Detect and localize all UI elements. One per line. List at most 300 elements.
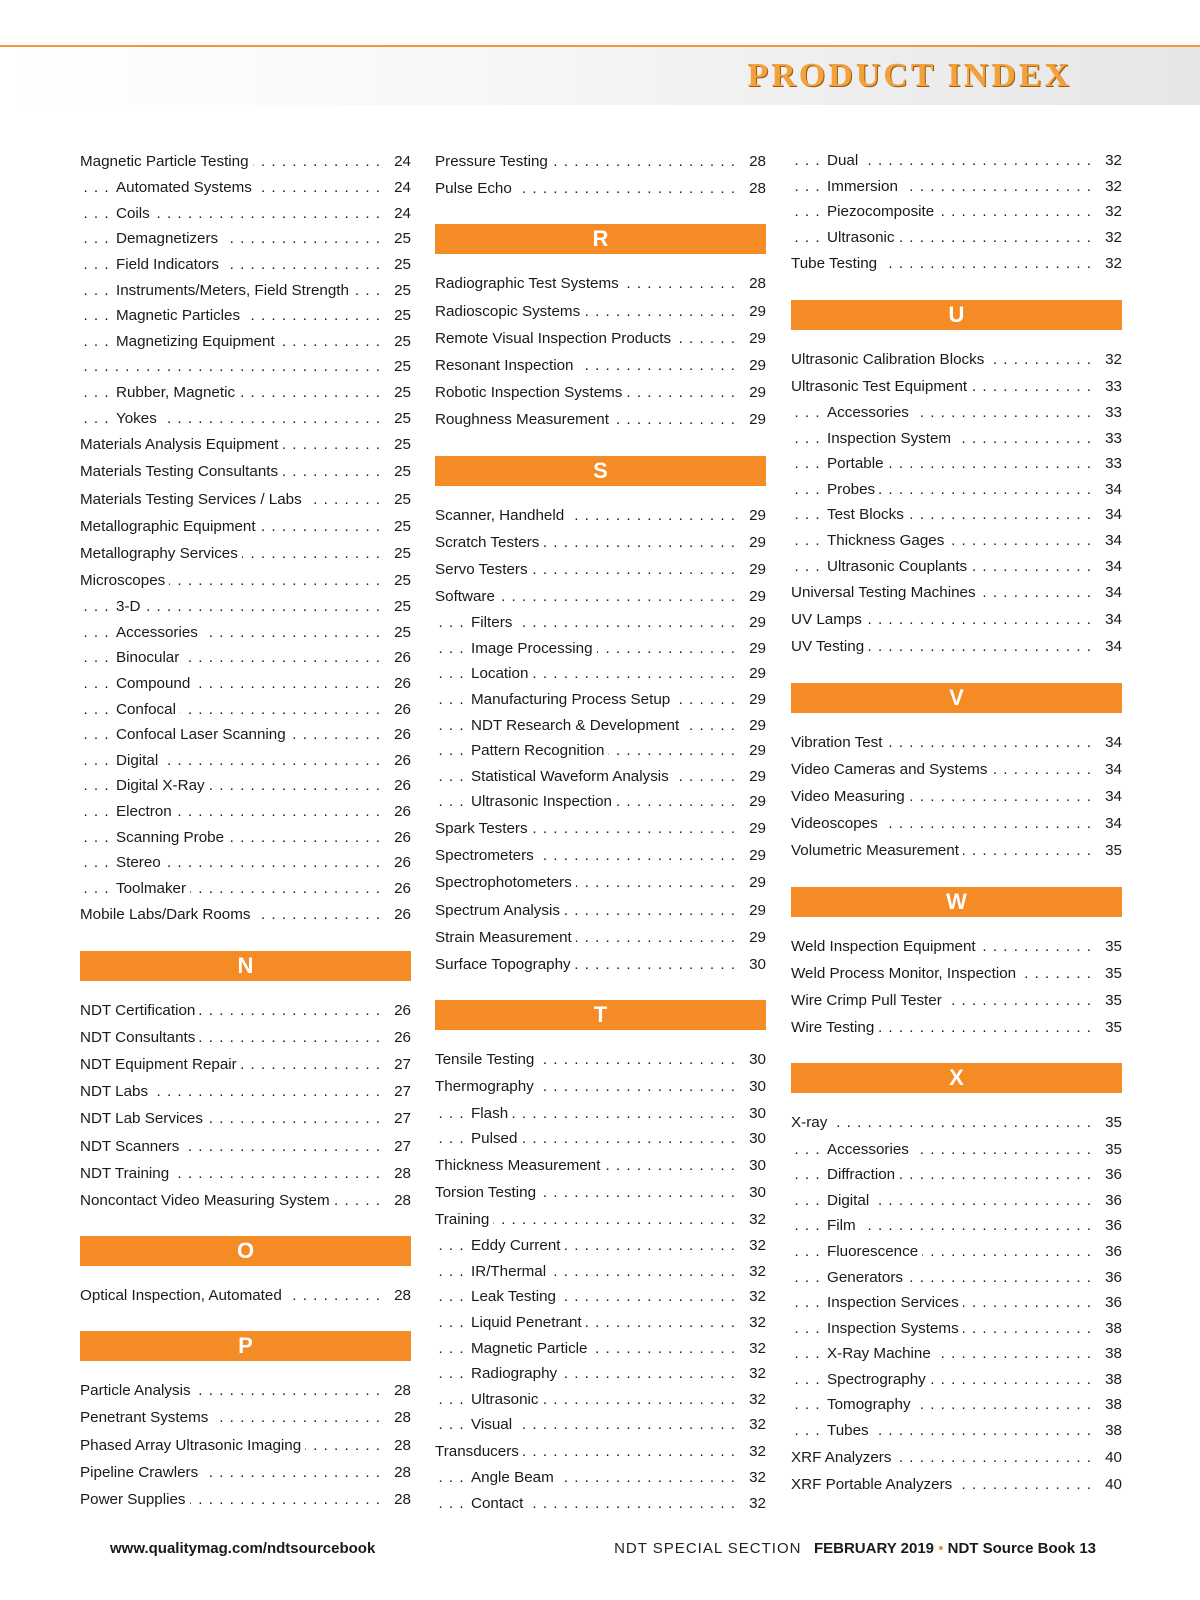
leader-dots [80,354,381,380]
index-subentry [80,278,411,304]
entry-label: Inspection Systems [827,1316,963,1342]
entry-label: Scanner, Handheld [435,502,568,529]
entry-page-number: 34 [1098,528,1122,554]
entry-label: Phased Array Ultrasonic Imaging [80,1432,305,1459]
entry-page-number: 27 [387,1078,411,1105]
index-entry [435,406,766,433]
entry-label: Filters [471,610,516,636]
index-subentry [80,620,411,646]
entry-label: Video Cameras and Systems [791,756,991,783]
index-subentry [791,148,1122,174]
entry-label: Tensile Testing [435,1046,538,1073]
index-entry [791,933,1122,960]
entry-label: Thickness Measurement [435,1152,604,1179]
entry-label: Weld Inspection Equipment [791,933,980,960]
entry-label: Manufacturing Process Setup [471,687,674,713]
entry-label: Spectrography [827,1367,930,1393]
entry-label: Demagnetizers [116,226,222,252]
entry-label: Metallographic Equipment [80,513,260,540]
index-subentry [791,451,1122,477]
index-column-1 [80,148,411,1513]
index-entry [435,924,766,951]
index-subentry [80,329,411,355]
index-subentry [791,477,1122,503]
entry-page-number: 33 [1098,373,1122,400]
entry-page-number: 28 [387,1432,411,1459]
entry-label: Pipeline Crawlers [80,1459,202,1486]
index-entry [80,901,411,928]
entry-label: Field Indicators [116,252,223,278]
entry-label: Noncontact Video Measuring System [80,1187,334,1214]
index-subentry [80,799,411,825]
entry-label: Immersion [827,174,902,200]
index-subentry [80,226,411,252]
entry-label: Ultrasonic Calibration Blocks [791,346,988,373]
entry-label: Ultrasonic Inspection [471,789,616,815]
index-subentry [80,671,411,697]
entry-label: Pressure Testing [435,148,552,175]
index-subentry [435,713,766,739]
entry-label: Ultrasonic [471,1387,543,1413]
entry-page-number: 34 [1098,729,1122,756]
index-entry [791,606,1122,633]
footer-book: NDT Source Book [947,1540,1076,1557]
index-entry [80,1377,411,1404]
entry-page-number: 24 [387,148,411,175]
index-entry [791,1014,1122,1041]
entry-page-number: 34 [1098,633,1122,660]
entry-label: Dual [827,148,862,174]
entry-label: Transducers [435,1438,523,1465]
entry-label: XRF Portable Analyzers [791,1471,956,1498]
index-entry [791,783,1122,810]
index-subentry [791,1316,1122,1342]
entry-page-number: 29 [742,583,766,610]
entry-page-number: 34 [1098,579,1122,606]
entry-page-number: 33 [1098,400,1122,426]
entry-page-number: 34 [1098,783,1122,810]
entry-label: NDT Scanners [80,1133,183,1160]
entry-label: Microscopes [80,567,169,594]
entry-label: Digital [116,748,162,774]
entry-page-number: 29 [742,924,766,951]
entry-label: Spectrophotometers [435,869,576,896]
index-column-3 [791,148,1122,1498]
index-subentry [791,199,1122,225]
entry-label: Visual [471,1412,516,1438]
index-entry [80,997,411,1024]
index-entry [435,298,766,325]
index-subentry [80,201,411,227]
entry-label: Test Blocks [827,502,908,528]
entry-page-number: 29 [742,738,766,764]
footer-section: NDT SPECIAL SECTION [614,1540,802,1557]
index-subentry [435,687,766,713]
index-subentry [435,1101,766,1127]
entry-page-number: 32 [742,1361,766,1387]
entry-page-number: 26 [387,799,411,825]
index-entry [435,148,766,175]
entry-label: Penetrant Systems [80,1404,212,1431]
entry-page-number: 34 [1098,756,1122,783]
index-subentry [435,1233,766,1259]
entry-label: NDT Consultants [80,1024,199,1051]
entry-page-number: 27 [387,1133,411,1160]
index-subentry [435,1310,766,1336]
index-subentry [435,1259,766,1285]
entry-page-number: 30 [742,951,766,978]
entry-label: Ultrasonic Couplants [827,554,971,580]
page-title: PRODUCT INDEX [747,57,1072,94]
entry-label: Image Processing [471,636,597,662]
index-subentry [791,1367,1122,1393]
index-entry [791,373,1122,400]
entry-label: Weld Process Monitor, Inspection [791,960,1020,987]
index-subentry [791,225,1122,251]
entry-label: Spectrum Analysis [435,897,564,924]
entry-label: Probes [827,477,879,503]
index-entry [791,250,1122,277]
index-entry [791,837,1122,864]
entry-label: Radiography [471,1361,561,1387]
entry-label: Remote Visual Inspection Products [435,325,675,352]
footer-date: FEBRUARY 2019 [813,1540,935,1557]
entry-label: NDT Training [80,1160,173,1187]
entry-page-number: 33 [1098,426,1122,452]
entry-label: Magnetizing Equipment [116,329,279,355]
index-subentry [80,748,411,774]
entry-label: Ultrasonic Test Equipment [791,373,971,400]
index-entry [435,842,766,869]
entry-page-number: 29 [742,687,766,713]
entry-page-number: 26 [387,850,411,876]
entry-label: Location [471,661,532,687]
entry-page-number: 32 [742,1491,766,1517]
entry-label: NDT Labs [80,1078,152,1105]
index-entry [435,869,766,896]
entry-page-number: 24 [387,201,411,227]
entry-page-number: 28 [742,148,766,175]
entry-page-number: 32 [1098,199,1122,225]
entry-label: Tubes [827,1418,873,1444]
entry-page-number: 29 [742,529,766,556]
index-subentry [80,645,411,671]
index-entry [435,325,766,352]
entry-page-number: 32 [742,1233,766,1259]
entry-page-number: 36 [1098,1265,1122,1291]
entry-page-number: 34 [1098,606,1122,633]
entry-label: Mobile Labs/Dark Rooms [80,901,255,928]
entry-label: Tomography [827,1392,915,1418]
entry-page-number: 26 [387,697,411,723]
index-subentry [435,636,766,662]
index-subentry [791,426,1122,452]
entry-label: Yokes [116,406,161,432]
entry-page-number: 32 [742,1438,766,1465]
entry-page-number: 29 [742,713,766,739]
entry-page-number: 28 [387,1404,411,1431]
entry-page-number: 32 [1098,148,1122,174]
index-entry [80,1078,411,1105]
entry-page-number: 25 [387,406,411,432]
index-entry [435,379,766,406]
entry-label: X-Ray Machine [827,1341,935,1367]
index-subentry [791,1137,1122,1163]
index-subentry [80,380,411,406]
index-subentry [80,594,411,620]
entry-label: Angle Beam [471,1465,558,1491]
entry-label: Magnetic Particles [116,303,244,329]
index-entry [80,486,411,513]
entry-page-number: 32 [742,1259,766,1285]
entry-label: Surface Topography [435,951,575,978]
entry-page-number: 32 [742,1310,766,1336]
index-subentry [80,303,411,329]
entry-label: Videoscopes [791,810,882,837]
entry-label: Eddy Current [471,1233,564,1259]
entry-page-number: 24 [387,175,411,201]
entry-page-number: 38 [1098,1418,1122,1444]
entry-label: Roughness Measurement [435,406,613,433]
entry-page-number: 26 [387,748,411,774]
footer-url[interactable]: www.qualitymag.com/ndtsourcebook [110,1540,376,1557]
entry-label: Film [827,1213,860,1239]
index-entry [435,951,766,978]
entry-page-number: 25 [387,458,411,485]
entry-label: Rubber, Magnetic [116,380,239,406]
entry-page-number: 34 [1098,810,1122,837]
entry-page-number: 26 [387,722,411,748]
entry-label: Magnetic Particle Testing [80,148,253,175]
entry-label: Stereo [116,850,165,876]
entry-page-number: 35 [1098,1137,1122,1163]
index-subentry [791,1188,1122,1214]
entry-page-number: 25 [387,540,411,567]
index-entry [791,1109,1122,1136]
section-header: V [791,683,1122,713]
entry-label: Digital [827,1188,873,1214]
index-entry [80,1459,411,1486]
entry-page-number: 29 [742,869,766,896]
entry-page-number: 25 [387,354,411,380]
entry-page-number: 30 [742,1152,766,1179]
index-entry [435,815,766,842]
index-entry [791,346,1122,373]
index-entry [80,1024,411,1051]
entry-label: Accessories [827,1137,913,1163]
entry-label: Power Supplies [80,1486,190,1513]
entry-page-number: 25 [387,594,411,620]
index-entry [80,458,411,485]
entry-label: Materials Testing Consultants [80,458,282,485]
entry-page-number: 25 [387,329,411,355]
index-subentry [791,528,1122,554]
index-subentry [791,1290,1122,1316]
entry-page-number: 26 [387,901,411,928]
entry-label: Piezocomposite [827,199,938,225]
section-header: W [791,887,1122,917]
index-subentry [791,174,1122,200]
index-subentry [791,1213,1122,1239]
index-entry [435,270,766,297]
index-entry [435,897,766,924]
entry-page-number: 29 [742,764,766,790]
entry-label: Flash [471,1101,512,1127]
entry-page-number: 26 [387,876,411,902]
entry-page-number: 34 [1098,554,1122,580]
entry-page-number: 25 [387,431,411,458]
entry-page-number: 26 [387,1024,411,1051]
entry-page-number: 28 [387,1282,411,1309]
index-entry [791,1471,1122,1498]
entry-page-number: 30 [742,1046,766,1073]
entry-label: Particle Analysis [80,1377,195,1404]
index-subentry [791,554,1122,580]
entry-label: Optical Inspection, Automated [80,1282,286,1309]
entry-page-number: 32 [742,1465,766,1491]
index-entry [80,1133,411,1160]
index-entry [80,1187,411,1214]
index-entry [80,567,411,594]
entry-page-number: 29 [742,815,766,842]
entry-label: Materials Analysis Equipment [80,431,282,458]
index-entry [435,1438,766,1465]
entry-label: Wire Crimp Pull Tester [791,987,946,1014]
index-entry [80,1051,411,1078]
entry-page-number: 38 [1098,1367,1122,1393]
entry-label: Contact [471,1491,527,1517]
entry-label: Accessories [827,400,913,426]
entry-page-number: 32 [1098,346,1122,373]
entry-page-number: 34 [1098,477,1122,503]
section-header: X [791,1063,1122,1093]
entry-label: Coils [116,201,154,227]
index-entry [80,1404,411,1431]
entry-label: Automated Systems [116,175,256,201]
entry-label: NDT Certification [80,997,199,1024]
index-subentry [80,697,411,723]
section-header: P [80,1331,411,1361]
index-entry [791,960,1122,987]
entry-page-number: 34 [1098,502,1122,528]
entry-page-number: 29 [742,661,766,687]
entry-label: Pulse Echo [435,175,516,202]
entry-page-number: 35 [1098,987,1122,1014]
index-entry [435,529,766,556]
entry-label: Instruments/Meters, Field Strength [116,278,353,304]
entry-page-number: 38 [1098,1341,1122,1367]
entry-label: Wire Testing [791,1014,878,1041]
index-subentry [791,1392,1122,1418]
entry-page-number: 40 [1098,1444,1122,1471]
index-entry [435,1046,766,1073]
entry-label: Radioscopic Systems [435,298,584,325]
index-entry [791,987,1122,1014]
index-column-2 [435,148,766,1516]
index-subentry [435,789,766,815]
entry-page-number: 32 [1098,174,1122,200]
entry-page-number: 35 [1098,1014,1122,1041]
entry-page-number: 28 [387,1187,411,1214]
index-entry [435,1073,766,1100]
entry-page-number: 28 [742,175,766,202]
entry-page-number: 25 [387,303,411,329]
entry-label: Radiographic Test Systems [435,270,623,297]
entry-label: Tube Testing [791,250,881,277]
section-header: R [435,224,766,254]
index-subentry [80,406,411,432]
entry-page-number: 29 [742,406,766,433]
index-subentry [80,722,411,748]
entry-label: Metallography Services [80,540,242,567]
index-entry [80,148,411,175]
index-entry [435,1206,766,1233]
entry-page-number: 25 [387,226,411,252]
entry-label: UV Testing [791,633,868,660]
index-subentry [435,738,766,764]
entry-page-number: 29 [742,325,766,352]
entry-page-number: 36 [1098,1213,1122,1239]
section-header: O [80,1236,411,1266]
entry-label: Scratch Testers [435,529,543,556]
section-header: S [435,456,766,486]
entry-label: IR/Thermal [471,1259,550,1285]
section-header: T [435,1000,766,1030]
index-subentry [80,252,411,278]
index-subentry [435,1412,766,1438]
entry-page-number: 29 [742,502,766,529]
entry-page-number: 29 [742,298,766,325]
entry-label: Confocal Laser Scanning [116,722,290,748]
entry-label: Vibration Test [791,729,886,756]
entry-page-number: 35 [1098,1109,1122,1136]
entry-page-number: 38 [1098,1392,1122,1418]
entry-label: Digital X-Ray [116,773,209,799]
index-entry [80,1282,411,1309]
index-subentry [80,850,411,876]
entry-page-number: 32 [742,1387,766,1413]
entry-page-number: 32 [742,1336,766,1362]
index-subentry [435,1336,766,1362]
leader-dots [791,1109,1092,1136]
entry-label: Video Measuring [791,783,909,810]
index-subentry [791,1418,1122,1444]
entry-label: Servo Testers [435,556,532,583]
entry-label: Inspection Services [827,1290,963,1316]
entry-page-number: 27 [387,1105,411,1132]
entry-page-number: 36 [1098,1188,1122,1214]
index-subentry [791,502,1122,528]
index-subentry [435,1387,766,1413]
entry-label: Spark Testers [435,815,532,842]
entry-label: Statistical Waveform Analysis [471,764,673,790]
index-entry [80,1160,411,1187]
entry-page-number: 29 [742,352,766,379]
entry-label: NDT Research & Development [471,713,683,739]
footer-page-number: 13 [1079,1540,1096,1557]
entry-page-number: 25 [387,513,411,540]
entry-page-number: 26 [387,671,411,697]
section-header: N [80,951,411,981]
entry-page-number: 36 [1098,1290,1122,1316]
entry-label: Software [435,583,499,610]
entry-page-number: 26 [387,997,411,1024]
footer-bullet: • [938,1540,944,1557]
entry-label: Fluorescence [827,1239,922,1265]
entry-page-number: 36 [1098,1162,1122,1188]
entry-label: NDT Equipment Repair [80,1051,241,1078]
entry-label: Ultrasonic [827,225,899,251]
